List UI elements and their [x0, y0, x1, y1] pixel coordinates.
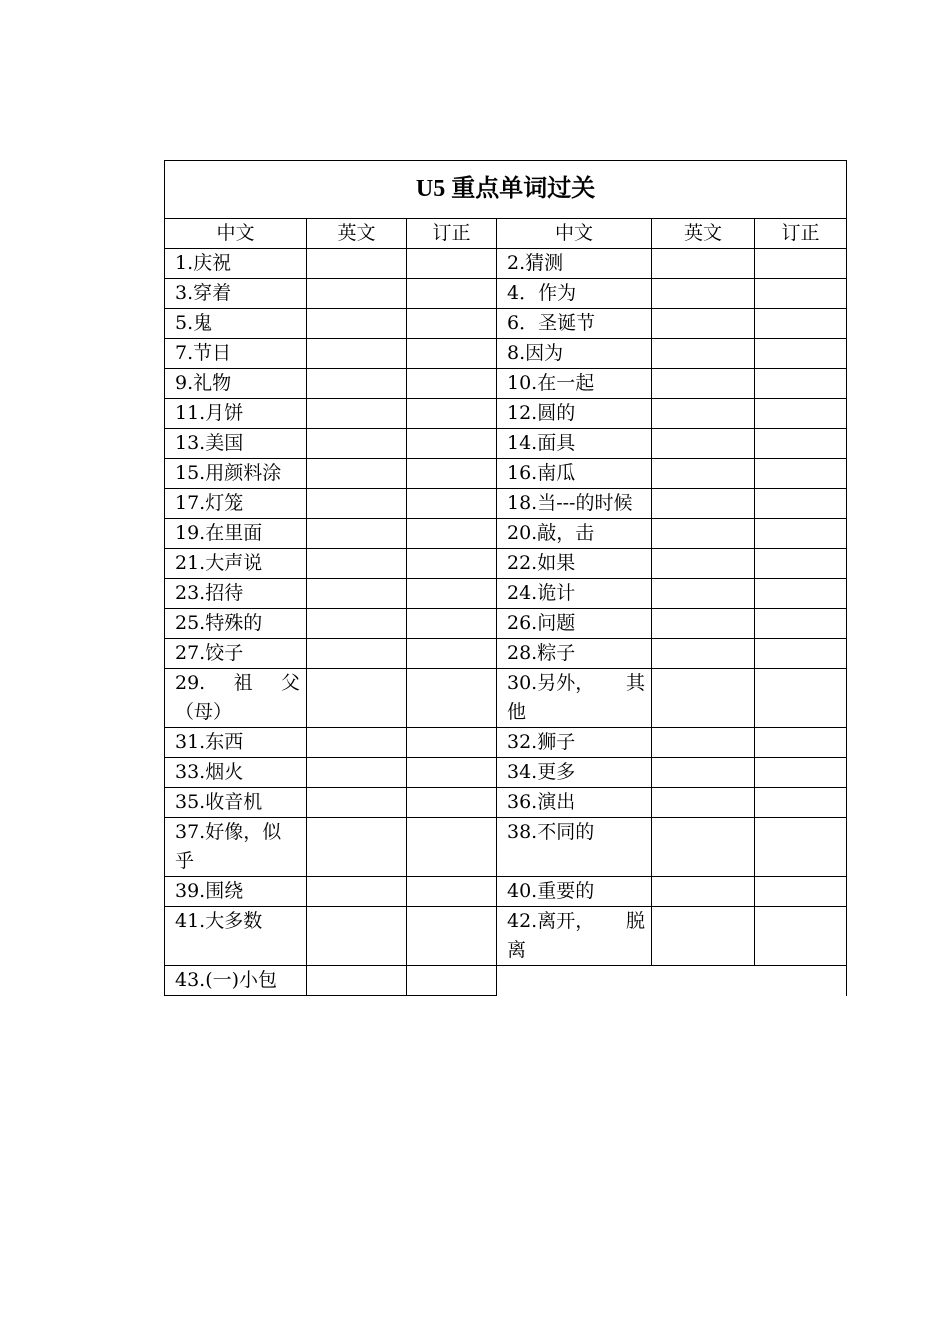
correction-cell[interactable] [407, 788, 497, 818]
english-answer-cell[interactable] [652, 459, 755, 489]
table-row [165, 728, 847, 758]
english-answer-cell[interactable] [307, 639, 407, 669]
english-answer-cell[interactable] [307, 519, 407, 549]
word-part: 祖 [233, 672, 253, 694]
correction-cell[interactable] [407, 279, 497, 309]
correction-cell[interactable] [407, 728, 497, 758]
chinese-word-cell: 23.招待 [165, 579, 307, 609]
correction-cell[interactable] [755, 728, 847, 758]
chinese-word-cell: 14.面具 [497, 429, 652, 459]
correction-cell[interactable] [407, 818, 497, 877]
english-answer-cell[interactable] [652, 877, 755, 907]
word-part: 30.另外， [507, 672, 595, 694]
chinese-word-cell: 43.(一)小包 [165, 966, 307, 996]
table-row [165, 429, 847, 459]
word-part: 脱 [625, 910, 645, 932]
page-title: U5 重点单词过关 [165, 161, 847, 219]
chinese-word-cell: 26.问题 [497, 609, 652, 639]
correction-cell[interactable] [755, 399, 847, 429]
correction-cell[interactable] [755, 669, 847, 728]
english-answer-cell[interactable] [307, 728, 407, 758]
chinese-word-cell: 10.在一起 [497, 369, 652, 399]
table-row [165, 907, 847, 966]
english-answer-cell[interactable] [652, 339, 755, 369]
correction-cell[interactable] [755, 758, 847, 788]
chinese-word-cell: 33.烟火 [165, 758, 307, 788]
chinese-word-cell: 24.诡计 [497, 579, 652, 609]
table-row [165, 489, 847, 519]
empty-cell [652, 966, 755, 996]
correction-cell[interactable] [755, 639, 847, 669]
table-row [165, 249, 847, 279]
chinese-word-cell: 16.南瓜 [497, 459, 652, 489]
english-answer-cell[interactable] [307, 279, 407, 309]
correction-cell[interactable] [755, 519, 847, 549]
chinese-word-cell: 39.围绕 [165, 877, 307, 907]
table-row [165, 669, 847, 728]
table-row [165, 279, 847, 309]
english-answer-cell[interactable] [307, 788, 407, 818]
word-number: 29. [175, 672, 206, 694]
header-row [165, 219, 847, 249]
english-answer-cell[interactable] [307, 758, 407, 788]
table-row [165, 818, 847, 877]
english-answer-cell[interactable] [652, 519, 755, 549]
correction-cell[interactable] [407, 579, 497, 609]
english-answer-cell[interactable] [652, 758, 755, 788]
chinese-word-cell: 7.节日 [165, 339, 307, 369]
correction-cell[interactable] [755, 489, 847, 519]
correction-cell[interactable] [755, 877, 847, 907]
correction-cell[interactable] [407, 877, 497, 907]
chinese-word-cell: 2.猜测 [497, 249, 652, 279]
english-answer-cell[interactable] [652, 369, 755, 399]
chinese-word-cell: 37.好像，似乎 [165, 818, 307, 877]
english-answer-cell[interactable] [652, 309, 755, 339]
chinese-word-cell: 21.大声说 [165, 549, 307, 579]
correction-cell[interactable] [407, 609, 497, 639]
chinese-word-cell: 35.收音机 [165, 788, 307, 818]
table-row [165, 609, 847, 639]
chinese-word-cell: 6．圣诞节 [497, 309, 652, 339]
english-answer-cell[interactable] [307, 489, 407, 519]
english-answer-cell[interactable] [307, 966, 407, 996]
english-answer-cell[interactable] [652, 399, 755, 429]
chinese-word-cell: 15.用颜料涂 [165, 459, 307, 489]
correction-cell[interactable] [755, 339, 847, 369]
chinese-word-cell: 34.更多 [497, 758, 652, 788]
english-answer-cell[interactable] [307, 399, 407, 429]
header-english: 英文 [652, 219, 755, 249]
correction-cell[interactable] [407, 429, 497, 459]
correction-cell[interactable] [407, 309, 497, 339]
chinese-word-cell: 32.狮子 [497, 728, 652, 758]
english-answer-cell[interactable] [307, 579, 407, 609]
chinese-word-cell: 8.因为 [497, 339, 652, 369]
table-row [165, 519, 847, 549]
table-row [165, 966, 847, 996]
correction-cell[interactable] [755, 429, 847, 459]
correction-cell[interactable] [407, 758, 497, 788]
word-part: 他 [507, 701, 527, 723]
chinese-word-cell: 41.大多数 [165, 907, 307, 966]
table-row [165, 459, 847, 489]
word-part: 父 [280, 672, 300, 694]
chinese-word-cell: 28.粽子 [497, 639, 652, 669]
table-row [165, 758, 847, 788]
table-row [165, 309, 847, 339]
correction-cell[interactable] [755, 549, 847, 579]
english-answer-cell[interactable] [307, 429, 407, 459]
chinese-word-cell: 22.如果 [497, 549, 652, 579]
wrapped-word-line [507, 907, 645, 936]
english-answer-cell[interactable] [652, 489, 755, 519]
english-answer-cell[interactable] [652, 907, 755, 966]
vocabulary-worksheet [164, 160, 846, 996]
chinese-word-cell: 36.演出 [497, 788, 652, 818]
correction-cell[interactable] [407, 369, 497, 399]
vocabulary-table [164, 160, 847, 996]
english-answer-cell[interactable] [652, 429, 755, 459]
correction-cell[interactable] [407, 966, 497, 996]
correction-cell[interactable] [755, 249, 847, 279]
correction-cell[interactable] [755, 609, 847, 639]
english-answer-cell[interactable] [307, 339, 407, 369]
chinese-word-cell: 18.当---的时候 [497, 489, 652, 519]
header-english: 英文 [307, 219, 407, 249]
correction-cell[interactable] [407, 907, 497, 966]
english-answer-cell[interactable] [652, 639, 755, 669]
english-answer-cell[interactable] [307, 818, 407, 877]
header-correction: 订正 [407, 219, 497, 249]
correction-cell[interactable] [755, 309, 847, 339]
title-row [165, 161, 847, 219]
header-chinese: 中文 [165, 219, 307, 249]
english-answer-cell[interactable] [652, 818, 755, 877]
correction-cell[interactable] [407, 669, 497, 728]
correction-cell[interactable] [407, 489, 497, 519]
english-answer-cell[interactable] [307, 309, 407, 339]
english-answer-cell[interactable] [652, 669, 755, 728]
english-answer-cell[interactable] [307, 249, 407, 279]
english-answer-cell[interactable] [652, 549, 755, 579]
table-row [165, 877, 847, 907]
chinese-word-cell: 27.饺子 [165, 639, 307, 669]
table-row [165, 549, 847, 579]
word-part: 42.离开， [507, 910, 595, 932]
english-answer-cell[interactable] [307, 549, 407, 579]
english-answer-cell[interactable] [652, 788, 755, 818]
table-row [165, 579, 847, 609]
english-answer-cell[interactable] [307, 877, 407, 907]
correction-cell[interactable] [407, 459, 497, 489]
chinese-word-cell: 3.穿着 [165, 279, 307, 309]
chinese-word-cell: 11.月饼 [165, 399, 307, 429]
correction-cell[interactable] [755, 459, 847, 489]
chinese-word-cell [165, 669, 307, 728]
wrapped-word-line [175, 669, 300, 698]
chinese-word-cell: 31.东西 [165, 728, 307, 758]
wrapped-word-line [507, 669, 645, 698]
english-answer-cell[interactable] [652, 609, 755, 639]
chinese-word-cell: 20.敲，击 [497, 519, 652, 549]
chinese-word-cell: 13.美国 [165, 429, 307, 459]
chinese-word-cell: 1.庆祝 [165, 249, 307, 279]
chinese-word-cell: 19.在里面 [165, 519, 307, 549]
header-correction: 订正 [755, 219, 847, 249]
english-answer-cell[interactable] [652, 279, 755, 309]
english-answer-cell[interactable] [307, 369, 407, 399]
chinese-word-cell: 38.不同的 [497, 818, 652, 877]
correction-cell[interactable] [407, 639, 497, 669]
chinese-word-cell: 17.灯笼 [165, 489, 307, 519]
chinese-word-cell: 5.鬼 [165, 309, 307, 339]
correction-cell[interactable] [407, 339, 497, 369]
correction-cell[interactable] [755, 579, 847, 609]
table-row [165, 369, 847, 399]
english-answer-cell[interactable] [652, 579, 755, 609]
correction-cell[interactable] [755, 907, 847, 966]
correction-cell[interactable] [407, 399, 497, 429]
chinese-word-cell: 40.重要的 [497, 877, 652, 907]
chinese-word-cell: 12.圆的 [497, 399, 652, 429]
header-chinese: 中文 [497, 219, 652, 249]
chinese-word-cell: 9.礼物 [165, 369, 307, 399]
correction-cell[interactable] [755, 369, 847, 399]
empty-cell [755, 966, 847, 996]
correction-cell[interactable] [407, 249, 497, 279]
word-part: 离 [507, 939, 527, 961]
english-answer-cell[interactable] [307, 459, 407, 489]
chinese-word-cell: 25.特殊的 [165, 609, 307, 639]
correction-cell[interactable] [755, 788, 847, 818]
empty-cell [497, 966, 652, 996]
english-answer-cell[interactable] [652, 728, 755, 758]
correction-cell[interactable] [755, 279, 847, 309]
table-row [165, 399, 847, 429]
correction-cell[interactable] [407, 519, 497, 549]
table-row [165, 339, 847, 369]
correction-cell[interactable] [755, 818, 847, 877]
word-part: （母） [175, 701, 233, 723]
correction-cell[interactable] [407, 549, 497, 579]
table-row [165, 788, 847, 818]
english-answer-cell[interactable] [307, 669, 407, 728]
english-answer-cell[interactable] [307, 907, 407, 966]
chinese-word-cell [497, 669, 652, 728]
chinese-word-cell [497, 907, 652, 966]
word-part: 其 [625, 672, 645, 694]
table-row [165, 639, 847, 669]
english-answer-cell[interactable] [652, 249, 755, 279]
english-answer-cell[interactable] [307, 609, 407, 639]
chinese-word-cell: 4．作为 [497, 279, 652, 309]
